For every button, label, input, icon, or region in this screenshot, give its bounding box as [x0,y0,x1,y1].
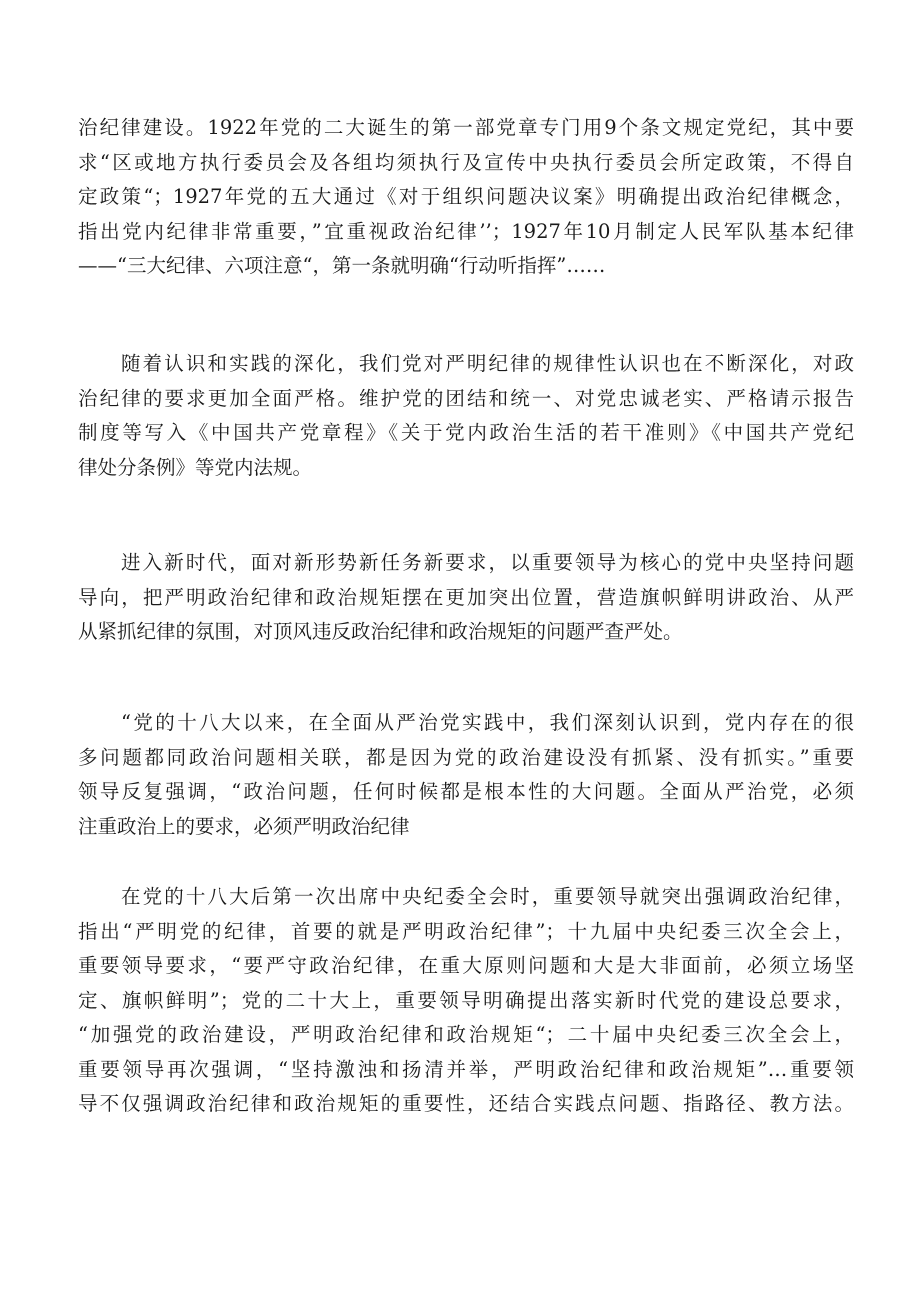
text-line: 定、旗帜鲜明”；党的二十大上，重要领导明确提出落实新时代党的建设总要求， [78,988,854,1012]
text-line: 从紧抓纪律的氛围，对顶风违反政治纪律和政治规矩的问题严查严处。 [78,620,683,643]
text-line: 重要领导要求，“要严守政治纪律，在重大原则问题和大是大非面前，必须立场坚 [78,954,854,977]
text-line: 导不仅强调政治纪律和政治规矩的重要性，还结合实践点问题、指路径、教方法。 [78,1092,854,1115]
paragraph-discipline-emphasis [78,880,854,1122]
text-line: 治纪律的要求更加全面严格。维护党的团结和统一、对党忠诚老实、严格请示报告 [78,386,854,410]
text-line: 指出党内纪律非常重要，”宜重视政治纪律’’；1927年10月制定人民军队基本纪律 [78,219,854,243]
text-line: 在党的十八大后第一次出席中央纪委全会时，重要领导就突出强调政治纪律， [121,885,854,908]
text-line: 求“区或地方执行委员会及各组均须执行及宣传中央执行委员会所定政策，不得自 [78,150,854,174]
text-line: 律处分条例》等党内法规。 [78,455,313,479]
text-line: 随着认识和实践的深化，我们党对严明纪律的规律性认识也在不断深化，对政 [121,352,854,375]
paragraph-deepening-understanding [78,347,854,485]
text-line: 进入新时代，面对新形势新任务新要求，以重要领导为核心的党中央坚持问题 [121,551,854,574]
text-line: 指出“严明党的纪律，首要的就是严明政治纪律”；十九届中央纪委三次全会上， [78,919,854,943]
text-line: ——“三大纪律、六项注意“，第一条就明确“行动听指挥”…… [78,254,606,277]
paragraph-new-era [78,546,854,650]
text-line: 注重政治上的要求，必须严明政治纪律 [78,814,410,838]
paragraph-political-issues-quote [78,706,854,844]
text-line: 多问题都同政治问题相关联，都是因为党的政治建设没有抓紧、没有抓实。”重要 [78,745,854,769]
text-line: 制度等写入《中国共产党章程》《关于党内政治生活的若干准则》《中国共产党纪 [78,421,854,444]
text-line: “党的十八大以来，在全面从严治党实践中，我们深刻认识到，党内存在的很 [121,711,854,734]
text-line: 领导反复强调，“政治问题，任何时候都是根本性的大问题。全面从严治党，必须 [78,780,854,803]
text-line: 导向，把严明政治纪律和政治规矩摆在更加突出位置，营造旗帜鲜明讲政治、从严 [78,585,854,609]
paragraph-party-charter-history [78,111,854,284]
text-line: 定政策“；1927年党的五大通过《对于组织问题决议案》明确提出政治纪律概念， [78,185,854,208]
text-line: 治纪律建设。1922年党的二大诞生的第一部党章专门用9个条文规定党纪，其中要 [78,116,854,139]
text-line: “加强党的政治建设，严明政治纪律和政治规矩“；二十届中央纪委三次全会上， [78,1023,854,1046]
text-line: 重要领导再次强调，“坚持激浊和扬清并举，严明政治纪律和政治规矩”…重要领 [78,1057,854,1081]
